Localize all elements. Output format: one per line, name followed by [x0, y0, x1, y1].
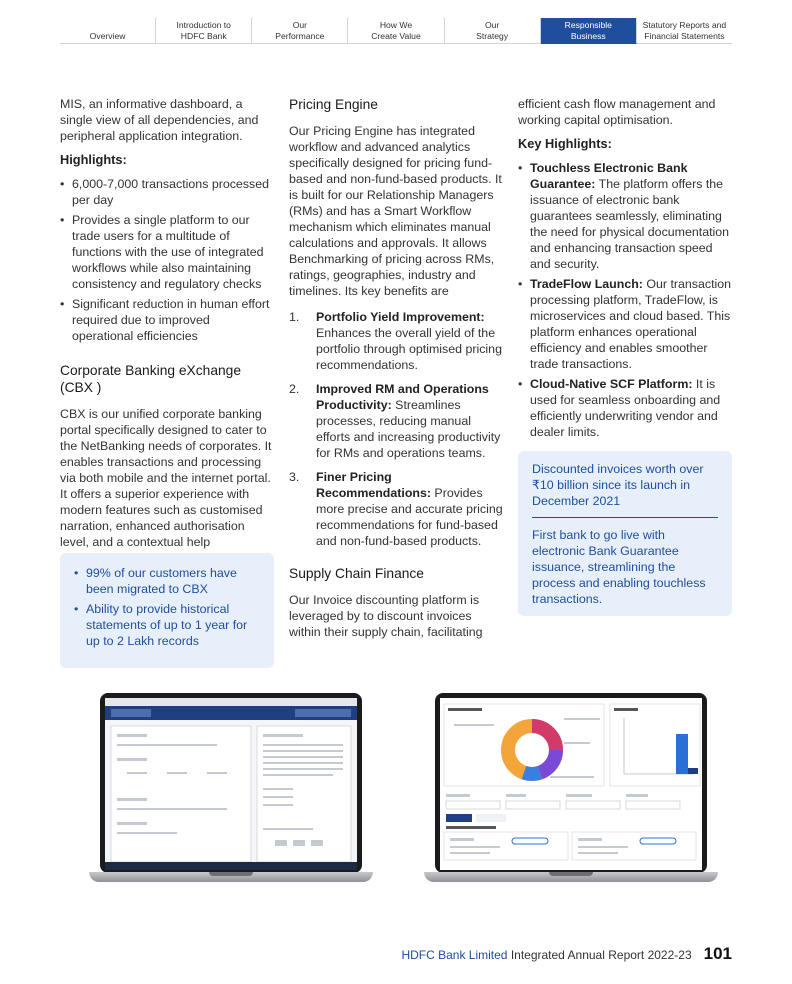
- nav-tab-strategy[interactable]: Our Strategy: [445, 18, 541, 44]
- scf-continued-paragraph: efficient cash flow management and working capital optimisation.: [518, 97, 716, 127]
- key-highlights-heading: Key Highlights:: [518, 136, 612, 151]
- supply-chain-paragraph: Our Invoice discounting platform is leveraged by to discount invoices within their supply chain, facilitating: [289, 593, 483, 639]
- nav-tab-introduction[interactable]: Introduction to HDFC Bank: [156, 18, 252, 44]
- highlights-list: [60, 176, 274, 344]
- list-item: • Touchless Electronic Bank Guarantee: The platform offers the issuance of electronic bank guarantees seamlessly, eliminating the need for physical documentation and enhancing transaction speed and security.: [518, 160, 732, 272]
- top-nav: [60, 18, 732, 44]
- key-highlights-list: [518, 160, 732, 440]
- nav-tab-create-value[interactable]: How We Create Value: [348, 18, 444, 44]
- highlight-text: First bank to go live with electronic Bank Guarantee issuance, streamlining the process and enabling touchless transactions.: [532, 528, 706, 606]
- list-item: • Ability to provide historical statements of up to 1 year for up to 2 Lakh records: [74, 601, 260, 649]
- list-item: 2. Improved RM and Operations Productivity: Streamlines processes, reducing manual efforts and increasing productivity for RMs and operations teams.: [289, 382, 501, 460]
- list-item: 1. Portfolio Yield Improvement: Enhances the overall yield of the portfolio through optimised pricing recommendations.: [289, 310, 502, 372]
- list-item: • 6,000-7,000 transactions processed per day: [60, 176, 274, 208]
- cbx-highlight-box: [60, 553, 274, 668]
- cbx-screen: [105, 698, 357, 870]
- column-3: [518, 96, 732, 444]
- laptop-notch: [549, 872, 593, 876]
- laptop-cbx: [95, 688, 395, 888]
- pricing-engine-heading: Pricing Engine: [289, 97, 378, 112]
- supply-chain-heading: Supply Chain Finance: [289, 566, 424, 581]
- pricing-screen: [440, 698, 702, 870]
- pricing-dashboard-image: [440, 698, 702, 870]
- list-item: • TradeFlow Launch: Our transaction processing platform, TradeFlow, is microservices and cloud based. This platform enhances operational efficiency and enables smoother trade transactions.: [518, 276, 732, 372]
- footer-brand: HDFC Bank Limited: [401, 948, 508, 962]
- nav-tab-responsible-business[interactable]: Responsible Business: [541, 18, 637, 44]
- laptop-notch: [209, 872, 253, 876]
- list-item: • Provides a single platform to our trade users for a multitude of functions with the use of integrated workflows while also maintaining consistency and regulatory checks: [60, 212, 274, 292]
- cbx-paragraph: CBX is our unified corporate banking portal specifically designed to cater to the NetBanking needs of corporates. It enables transactions and processing via both mobile and the internet portal. It offers a superior experience with modern features such as customised narration, enhanced authorisation level, and a contextual help: [60, 407, 272, 549]
- nav-tab-overview[interactable]: Overview: [60, 18, 156, 44]
- list-item: • Cloud-Native SCF Platform: It is used for seamless onboarding and efficiently underwriting vendor and dealer limits.: [518, 376, 732, 440]
- cbx-heading: Corporate Banking eXchange (CBX ): [60, 363, 242, 395]
- highlight-text: Discounted invoices worth over ₹10 billion since its launch in December 2021: [532, 462, 704, 508]
- pricing-engine-paragraph: Our Pricing Engine has integrated workflow and advanced analytics specifically designed for pricing fund-based and non-fund-based products. It is built for our Relationship Managers (RMs) and has a Smart Workflow mechanism which eliminates manual calculations and approvals. It allows Benchmarking of pricing across RMs, ratings, geographies, industry and timelines. Its key benefits are: [289, 124, 502, 298]
- footer-report-title: [401, 948, 691, 962]
- page-number: 101: [703, 944, 732, 963]
- footer-report: Integrated Annual Report 2022-23: [510, 948, 692, 962]
- column-1: [60, 96, 274, 574]
- nav-tab-performance[interactable]: Our Performance: [252, 18, 348, 44]
- highlights-heading: Highlights:: [60, 152, 127, 167]
- nav-tab-statutory-reports[interactable]: Statutory Reports and Financial Statements: [637, 18, 732, 44]
- list-item: 3. Finer Pricing Recommendations: Provides more precise and accurate pricing recommendations for fund-based and non-fund-based products.: [289, 470, 503, 548]
- list-item: • 99% of our customers have been migrated to CBX: [74, 565, 260, 597]
- cbx-dashboard-image: [105, 698, 357, 870]
- benefits-list: [289, 309, 503, 549]
- page-footer: [401, 944, 732, 964]
- mis-paragraph: MIS, an informative dashboard, a single view of all dependencies, and peripheral application integration.: [60, 97, 259, 143]
- list-item: • Significant reduction in human effort required due to improved operational efficiencies: [60, 296, 274, 344]
- divider: [532, 517, 718, 518]
- scf-highlight-box: [518, 451, 732, 616]
- laptop-screenshots: [95, 688, 745, 903]
- column-2: [289, 96, 503, 648]
- laptop-pricing: [430, 688, 745, 888]
